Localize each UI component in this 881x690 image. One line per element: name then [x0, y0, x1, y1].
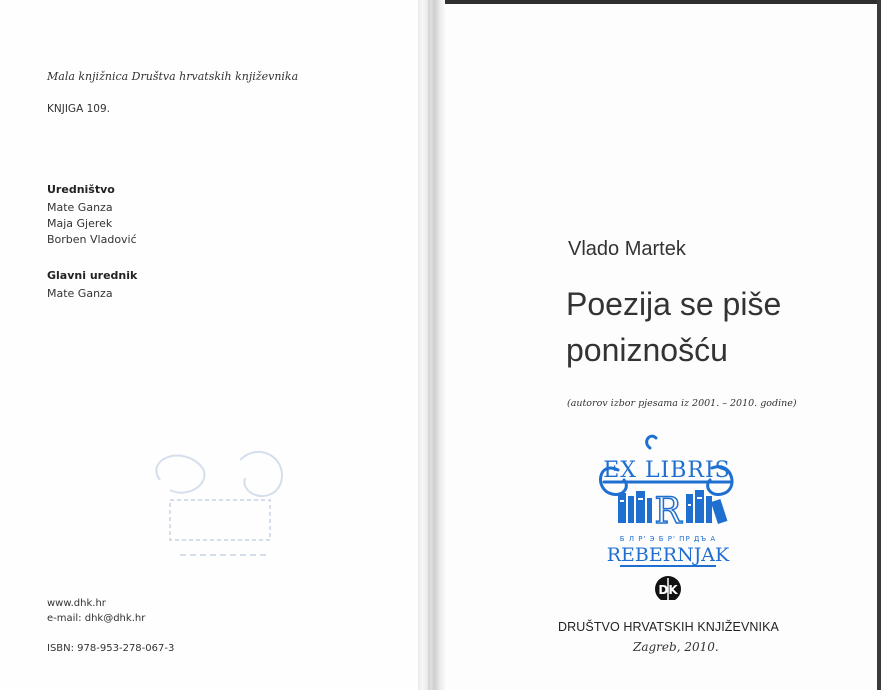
email-text: e-mail: dhk@dhk.hr — [47, 613, 146, 624]
ex-libris-text: EX LIBRIS — [603, 458, 731, 483]
book-gutter — [418, 0, 445, 690]
series-title: Mala knjižnica Društva hrvatskih književnika — [47, 70, 299, 83]
chief-editor-name: Mate Ganza — [47, 287, 113, 300]
isbn-text: ISBN: 978-953-278-067-3 — [47, 643, 175, 654]
left-page — [0, 0, 418, 690]
publisher-name: DRUŠTVO HRVATSKIH KNJIŽEVNIKA — [558, 620, 779, 634]
editor-name: Maja Gjerek — [47, 217, 113, 230]
website-text: www.dhk.hr — [47, 598, 106, 609]
editor-name: Mate Ganza — [47, 201, 113, 214]
book-subtitle: (autorov izbor pjesama iz 2001. – 2010. godine) — [567, 398, 797, 409]
scan-top-edge — [445, 0, 881, 4]
book-title-line1: Poezija se piše — [566, 286, 782, 322]
ex-libris-small-text: Б Л Р' Э Б Р' ПР ДЪ А — [619, 535, 717, 543]
scan-right-edge — [877, 0, 881, 690]
gutter-fold — [428, 0, 430, 690]
place-year: Zagreb, 2010. — [633, 640, 719, 654]
editorial-heading: Uredništvo — [47, 183, 115, 196]
stamp-bleed-through — [140, 440, 300, 580]
editor-name: Borben Vladović — [47, 233, 137, 246]
svg-text:R: R — [654, 491, 682, 532]
book-title-line2: poniznošću — [566, 332, 728, 368]
author-name: Vlado Martek — [568, 238, 686, 260]
book-number: KNJIGA 109. — [47, 103, 110, 115]
ex-libris-owner: REBERNJAK — [606, 544, 730, 566]
dhk-monogram-icon — [655, 576, 681, 600]
svg-text:DK: DK — [658, 583, 678, 597]
ex-libris-stamp — [590, 430, 745, 600]
chief-editor-heading: Glavni urednik — [47, 269, 138, 282]
